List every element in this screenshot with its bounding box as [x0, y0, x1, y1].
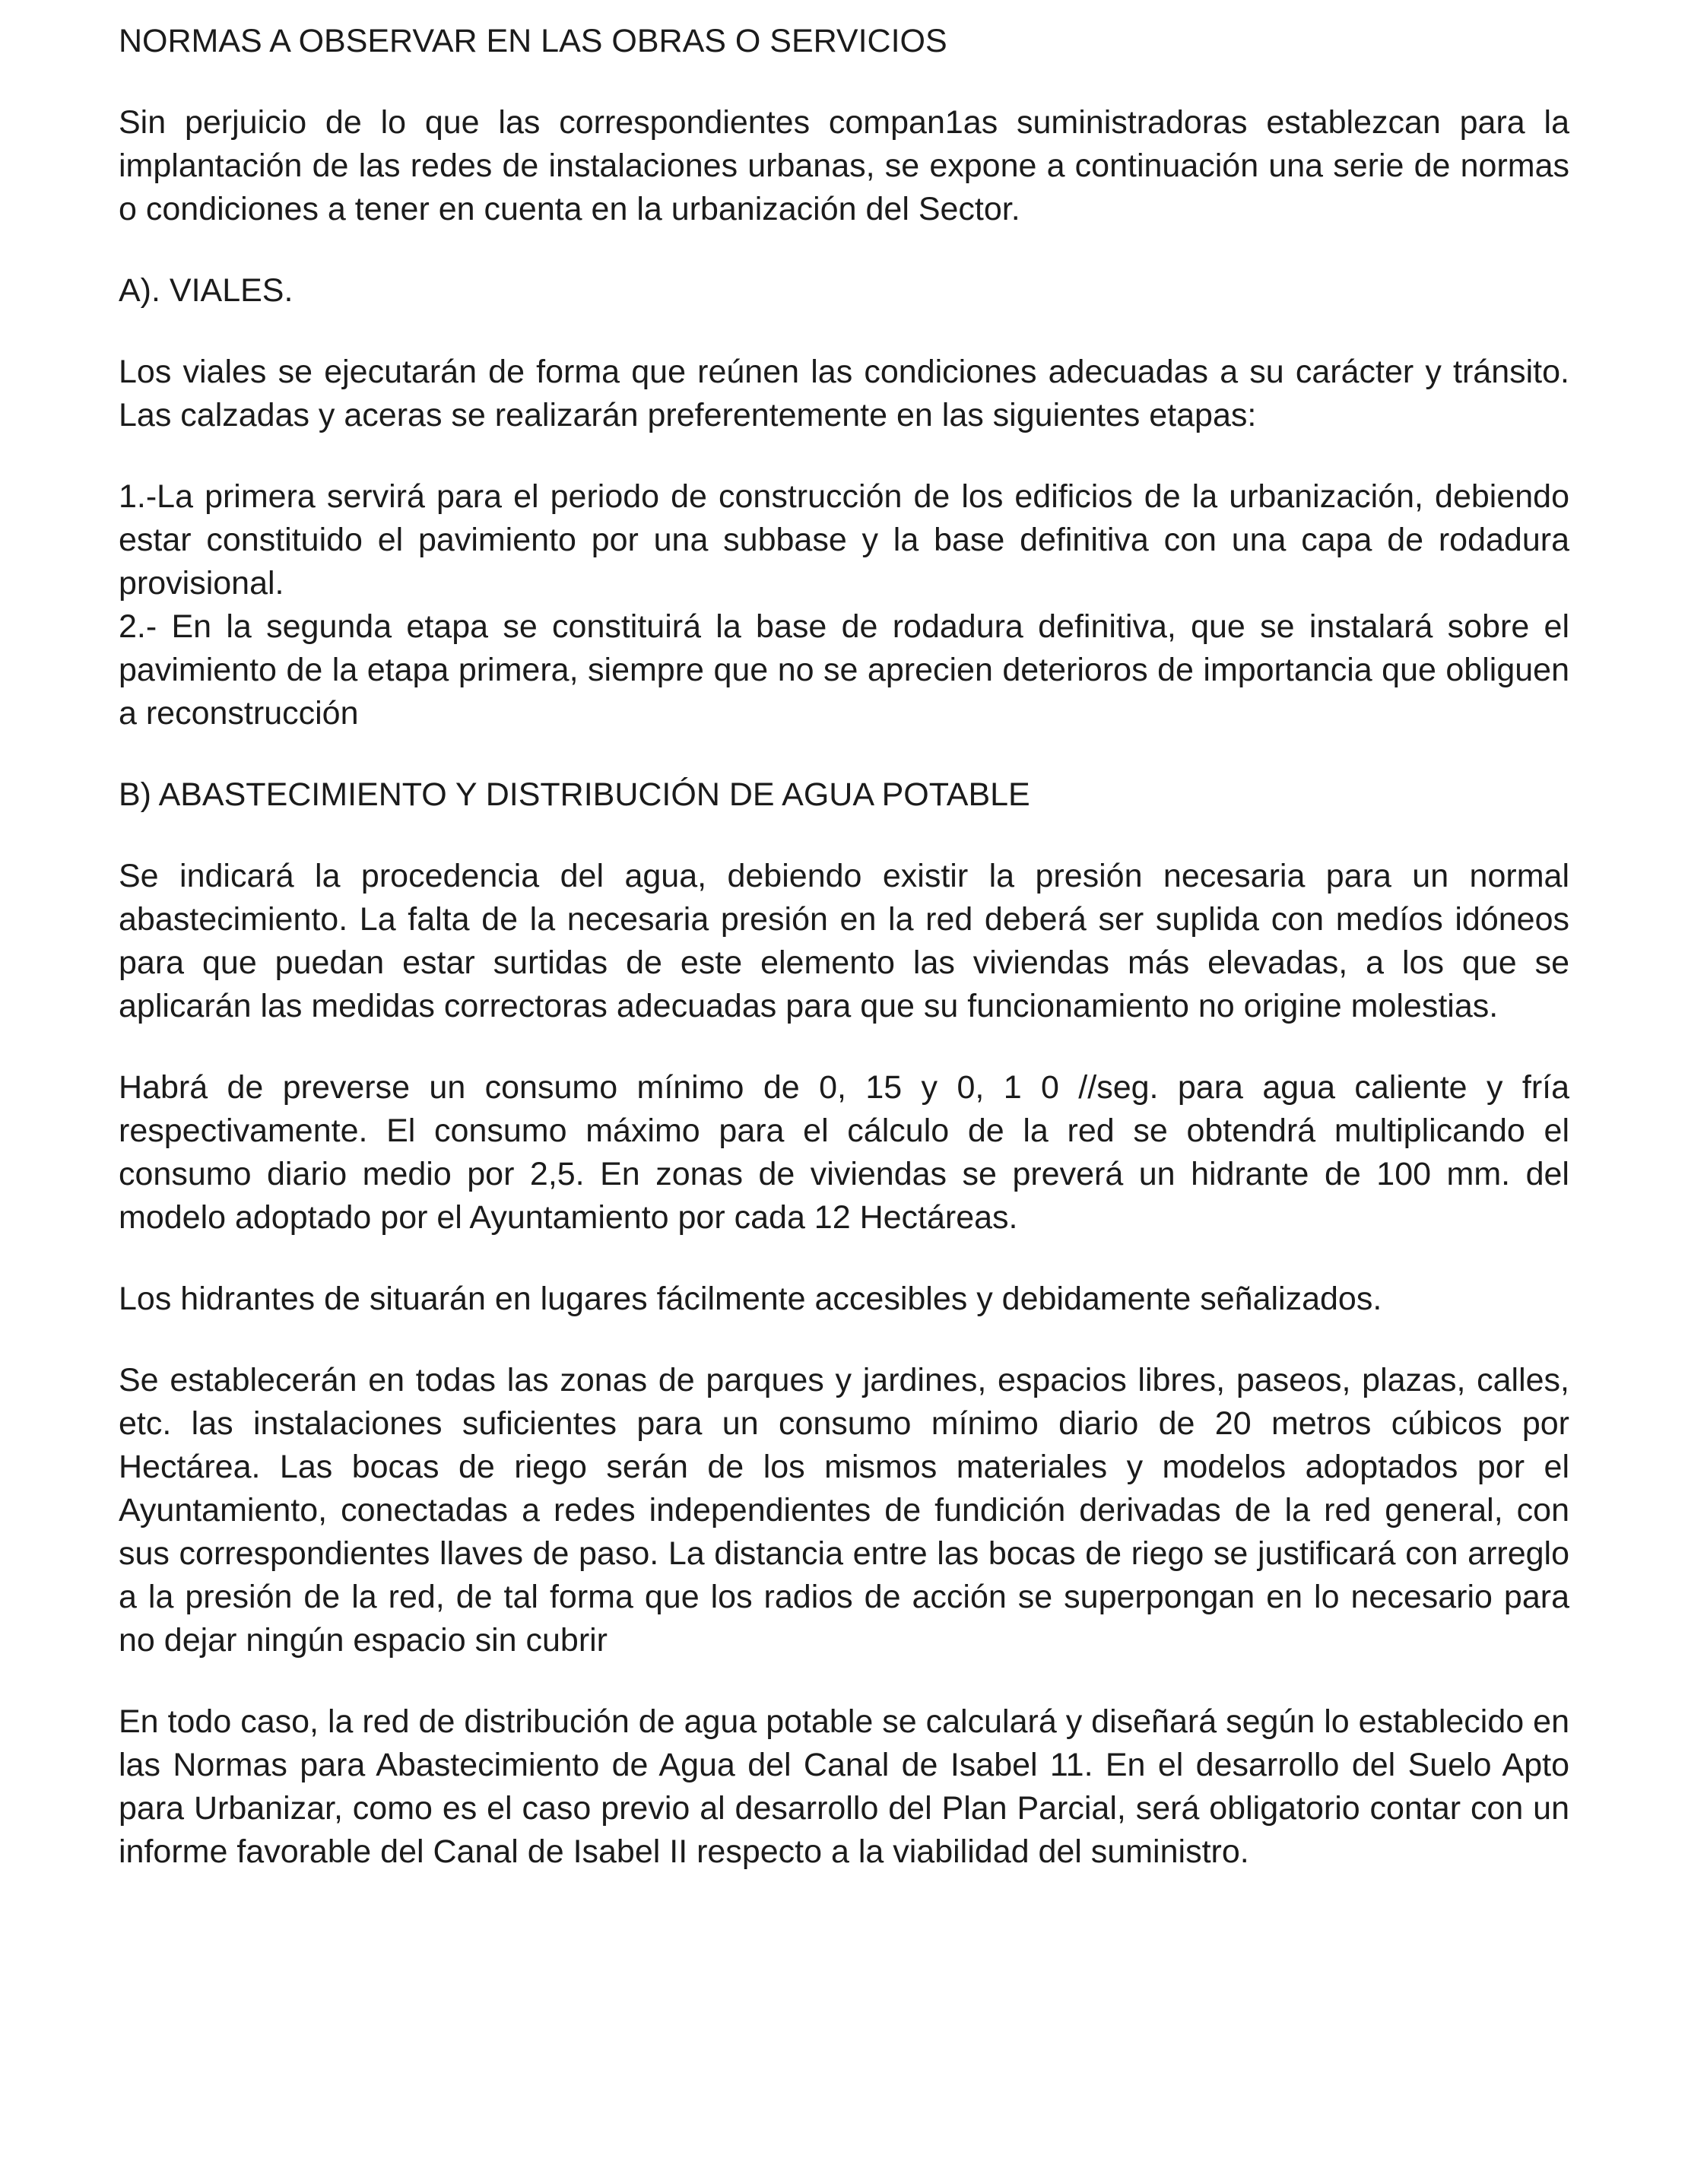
- section-a-list-item-1: 1.-La primera servirá para el periodo de construcción de los edificios de la urbanización, debiendo estar constituido el pavimiento por una subbase y la base definitiva con una capa de rodadura provisional.: [119, 478, 1569, 602]
- document-title: NORMAS A OBSERVAR EN LAS OBRAS O SERVICIOS: [119, 23, 947, 59]
- section-b-paragraph-3: Los hidrantes de situarán en lugares fácilmente accesibles y debidamente señalizados.: [119, 1281, 1382, 1317]
- section-a-heading: A). VIALES.: [119, 272, 293, 309]
- section-b-heading: B) ABASTECIMIENTO Y DISTRIBUCIÓN DE AGUA POTABLE: [119, 776, 1030, 813]
- section-b-paragraph-4: Se establecerán en todas las zonas de parques y jardines, espacios libres, paseos, plazas, calles, etc. las instalaciones suficientes para un consumo mínimo diario de 20 metros cúbicos por Hectárea. Las bocas de riego serán de los mismos materiales y modelos adoptados por el Ayuntamiento, conectadas a redes independientes de fundición derivadas de la red general, con sus correspondientes llaves de paso. La distancia entre las bocas de riego se justificará con arreglo a la presión de la red, de tal forma que los radios de acción se superpongan en lo necesario para no dejar ningún espacio sin cubrir: [119, 1362, 1569, 1659]
- section-b-paragraph-5: En todo caso, la red de distribución de agua potable se calculará y diseñará según lo establecido en las Normas para Abastecimiento de Agua del Canal de Isabel 11. En el desarrollo del Suelo Apto para Urbanizar, como es el caso previo al desarrollo del Plan Parcial, será obligatorio contar con un informe favorable del Canal de Isabel II respecto a la viabilidad del suministro.: [119, 1703, 1569, 1870]
- section-a-paragraph: Los viales se ejecutarán de forma que reúnen las condiciones adecuadas a su carácter y tránsito. Las calzadas y aceras se realizarán preferentemente en las siguientes etapas:: [119, 354, 1569, 433]
- intro-paragraph: Sin perjuicio de lo que las correspondientes compan1as suministradoras establezcan para la implantación de las redes de instalaciones urbanas, se expone a continuación una serie de normas o condiciones a tener en cuenta en la urbanización del Sector.: [119, 104, 1569, 227]
- section-b-paragraph-2: Habrá de preverse un consumo mínimo de 0, 15 y 0, 1 0 //seg. para agua caliente y fría respectivamente. El consumo máximo para el cálculo de la red se obtendrá multiplicando el consumo diario medio por 2,5. En zonas de viviendas se preverá un hidrante de 100 mm. del modelo adoptado por el Ayuntamiento por cada 12 Hectáreas.: [119, 1069, 1569, 1236]
- section-a-list-item-2: 2.- En la segunda etapa se constituirá la base de rodadura definitiva, que se instalará sobre el pavimiento de la etapa primera, siempre que no se aprecien deterioros de importancia que obliguen a reconstrucción: [119, 608, 1569, 732]
- section-b-paragraph-1: Se indicará la procedencia del agua, debiendo existir la presión necesaria para un normal abastecimiento. La falta de la necesaria presión en la red deberá ser suplida con medíos idóneos para que puedan estar surtidas de este elemento las viviendas más elevadas, a los que se aplicarán las medidas correctoras adecuadas para que su funcionamiento no origine molestias.: [119, 858, 1569, 1024]
